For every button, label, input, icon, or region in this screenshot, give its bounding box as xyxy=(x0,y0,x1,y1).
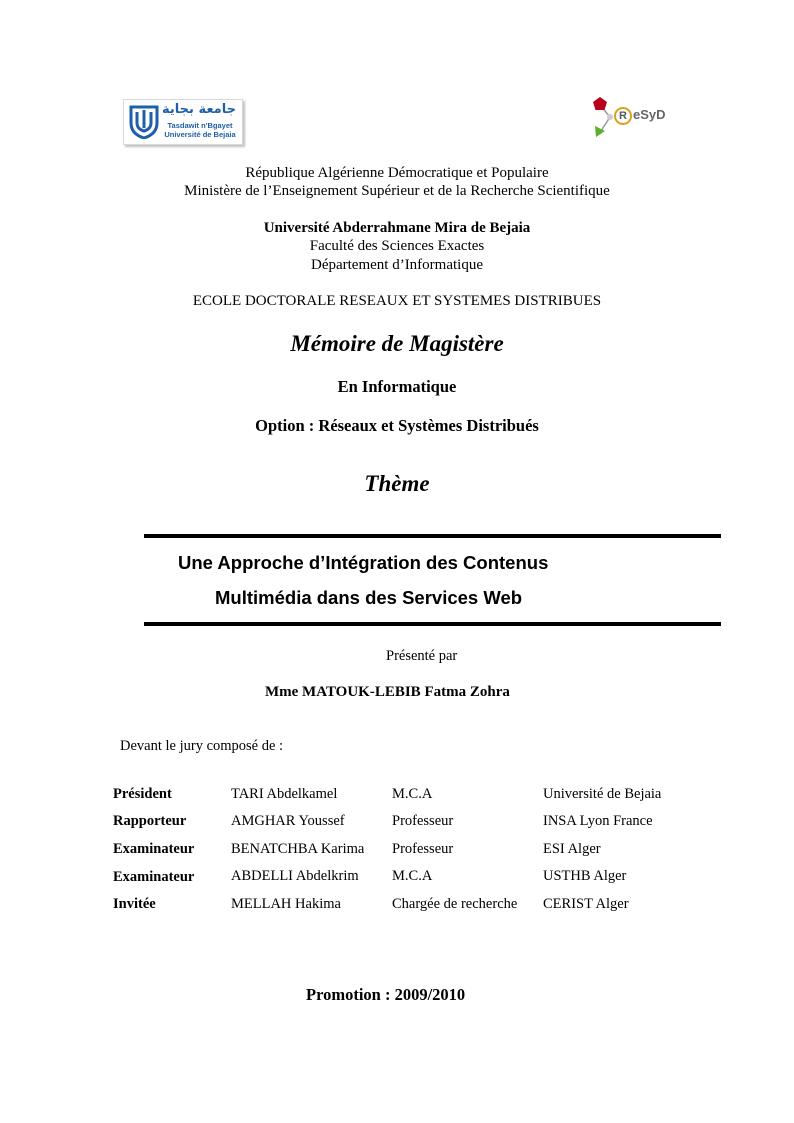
degree-option: Option : Réseaux et Systèmes Distribués xyxy=(255,416,539,435)
lab-logo xyxy=(588,95,673,140)
jury-intro: Devant le jury composé de : xyxy=(120,738,284,754)
jury-grade: Professeur xyxy=(392,841,454,857)
jury-institution: Université de Bejaia xyxy=(543,786,662,802)
thesis-title-line-1: Une Approche d’Intégration des Contenus xyxy=(178,552,549,573)
degree-type: Mémoire de Magistère xyxy=(290,331,504,356)
presented-by-label: Présenté par xyxy=(386,648,458,664)
theme-label: Thème xyxy=(364,471,430,496)
jury-role: Examinateur xyxy=(113,841,195,857)
jury-grade: Chargée de recherche xyxy=(392,896,518,912)
university-logo xyxy=(123,99,243,145)
jury-role: Rapporteur xyxy=(113,813,187,829)
jury-name: ABDELLI Abdelkrim xyxy=(231,868,359,884)
jury-grade: Professeur xyxy=(392,813,454,829)
jury-institution: USTHB Alger xyxy=(543,868,627,884)
jury-name: AMGHAR Youssef xyxy=(231,813,345,829)
author-name: Mme MATOUK-LEBIB Fatma Zohra xyxy=(265,684,510,700)
university-logo-line-1: Tasdawit n'Bgayet xyxy=(167,121,233,130)
title-bottom-rule xyxy=(144,622,721,626)
department-line: Département d’Informatique xyxy=(310,257,483,273)
thesis-title-line-2: Multimédia dans des Services Web xyxy=(215,587,523,608)
title-top-rule xyxy=(144,534,721,538)
promotion-line: Promotion : 2009/2010 xyxy=(306,985,466,1004)
jury-name: BENATCHBA Karima xyxy=(231,841,365,857)
university-emblem-icon xyxy=(128,103,160,139)
ministry-line: Ministère de l’Enseignement Supérieur et de la Recherche Scientifique xyxy=(184,183,610,199)
doctoral-school-line: ECOLE DOCTORALE RESEAUX ET SYSTEMES DISTRIBUES xyxy=(192,293,602,309)
jury-role: Invitée xyxy=(113,896,156,912)
republic-line: République Algérienne Démocratique et Populaire xyxy=(245,165,549,181)
jury-name: MELLAH Hakima xyxy=(231,896,341,912)
degree-field: En Informatique xyxy=(337,377,457,396)
jury-institution: CERIST Alger xyxy=(543,896,629,912)
university-name: Université Abderrahmane Mira de Bejaia xyxy=(263,220,531,236)
jury-grade: M.C.A xyxy=(392,786,433,802)
jury-role: Président xyxy=(113,786,172,802)
university-logo-arabic: جامعة بجاية xyxy=(162,102,236,117)
jury-institution: ESI Alger xyxy=(543,841,601,857)
jury-grade: M.C.A xyxy=(392,868,433,884)
jury-institution: INSA Lyon France xyxy=(543,813,653,829)
university-logo-line-2: Université de Bejaia xyxy=(164,130,236,139)
lab-logo-label: eSyD xyxy=(633,107,666,122)
lab-logo-ring-letter: R xyxy=(614,107,632,125)
jury-name: TARI Abdelkamel xyxy=(231,786,338,802)
jury-role: Examinateur xyxy=(113,869,195,885)
faculty-line: Faculté des Sciences Exactes xyxy=(309,238,485,254)
lab-logo-text xyxy=(614,107,666,125)
